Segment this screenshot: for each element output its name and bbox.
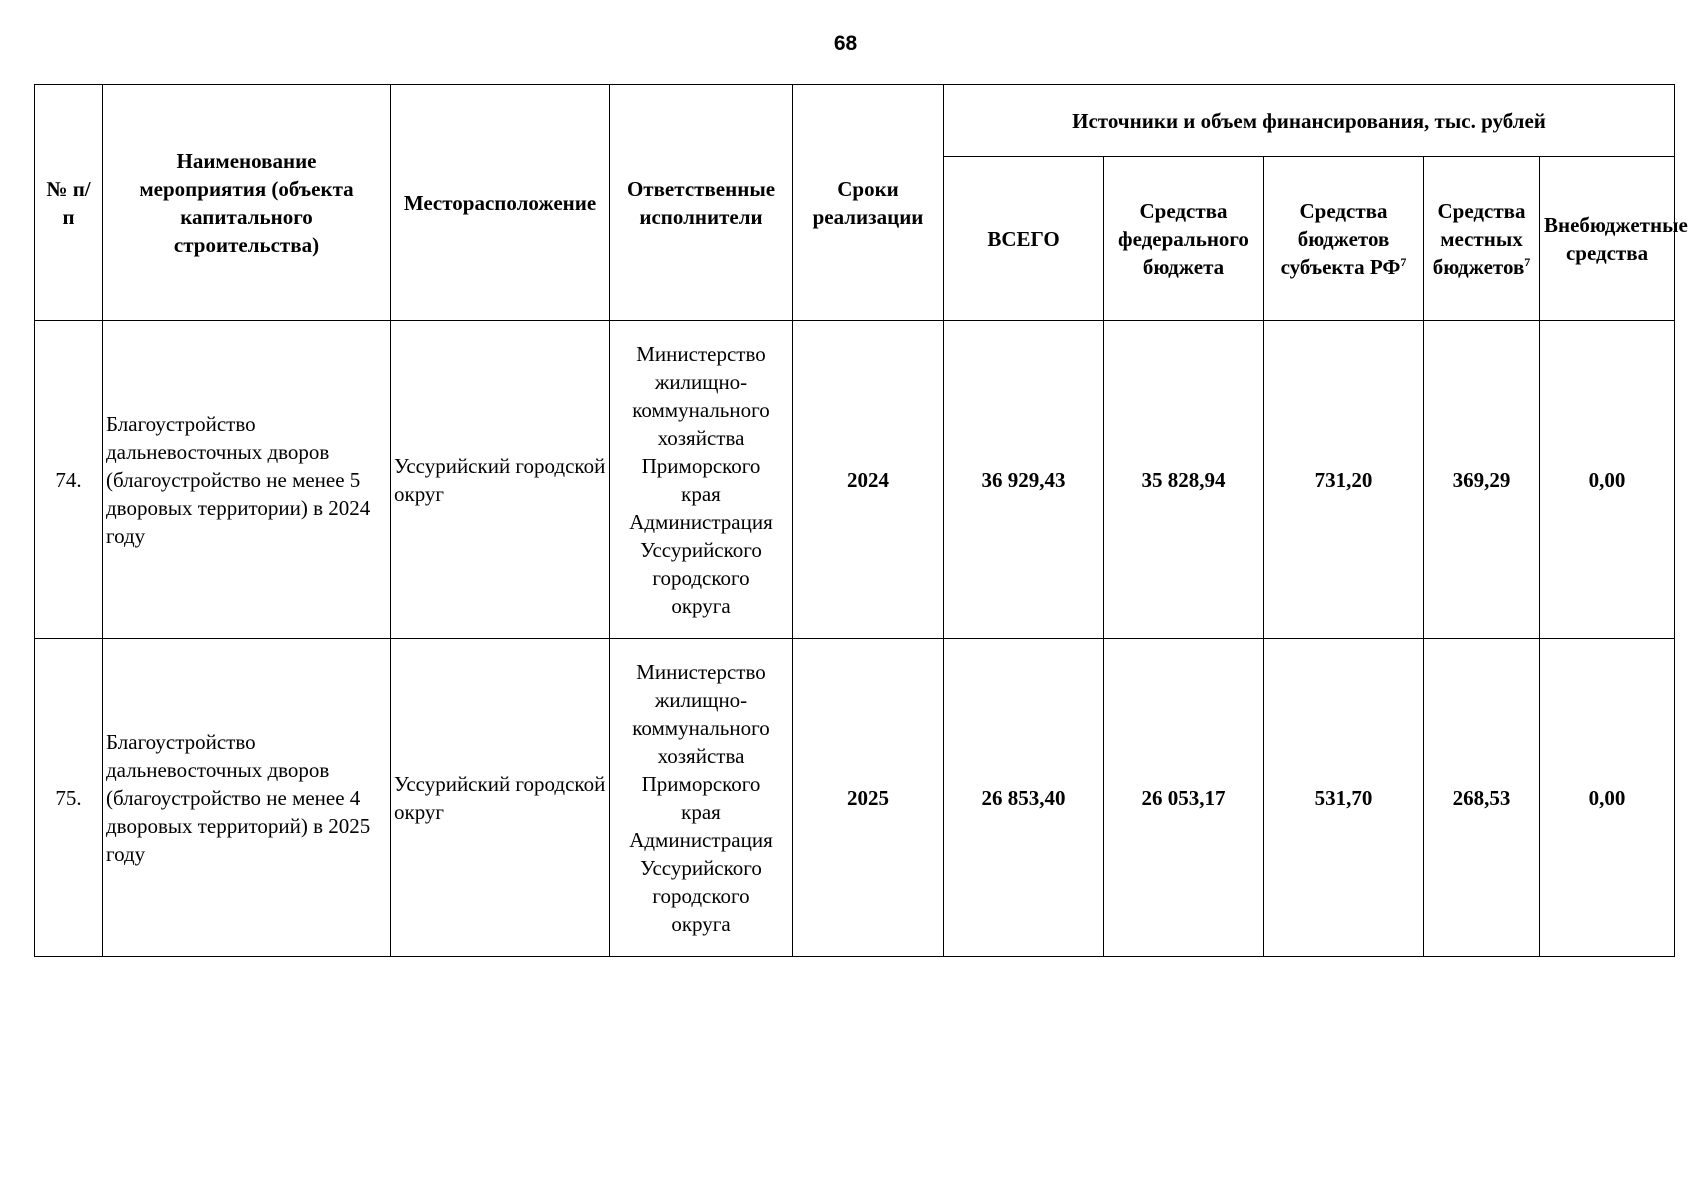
row-regional: 531,70 xyxy=(1264,639,1424,957)
header-regional-footnote: 7 xyxy=(1400,254,1407,269)
header-local-label: Средства местных бюджетов xyxy=(1432,198,1526,279)
row-regional: 731,20 xyxy=(1264,321,1424,639)
header-local xyxy=(1424,157,1540,321)
row-extra: 0,00 xyxy=(1540,321,1675,639)
header-total: ВСЕГО xyxy=(944,157,1104,321)
table-row xyxy=(35,639,1675,957)
row-extra: 0,00 xyxy=(1540,639,1675,957)
row-local: 268,53 xyxy=(1424,639,1540,957)
header-extra: Внебюджетные средства xyxy=(1540,157,1675,321)
row-federal: 35 828,94 xyxy=(1104,321,1264,639)
row-period: 2025 xyxy=(793,639,944,957)
row-name: Благоустройство дальневосточных дворов (благоустройство не менее 4 дворовых территорий) в 2025 году xyxy=(103,639,391,957)
row-total: 36 929,43 xyxy=(944,321,1104,639)
row-federal: 26 053,17 xyxy=(1104,639,1264,957)
funding-table xyxy=(34,84,1688,957)
header-period: Сроки реализации xyxy=(793,85,944,321)
row-num: 75. xyxy=(35,639,103,957)
header-responsible: Ответственные исполнители xyxy=(610,85,793,321)
row-name: Благоустройство дальневосточных дворов (благоустройство не менее 5 дворовых территории) в 2024 году xyxy=(103,321,391,639)
header-federal: Средства федерального бюджета xyxy=(1104,157,1264,321)
header-regional xyxy=(1264,157,1424,321)
header-funding-group: Источники и объем финансирования, тыс. рублей xyxy=(944,85,1675,157)
header-row-1 xyxy=(35,85,1675,157)
row-location: Уссурийский городской округ xyxy=(391,321,610,639)
page-number: 68 xyxy=(833,32,858,55)
row-total: 26 853,40 xyxy=(944,639,1104,957)
row-responsible: Министерство жилищно-коммунального хозяйства Приморского края Администрация Уссурийского городского округа xyxy=(610,639,793,957)
row-local: 369,29 xyxy=(1424,321,1540,639)
header-regional-label: Средства бюджетов субъекта РФ xyxy=(1280,198,1401,279)
header-local-footnote: 7 xyxy=(1524,254,1531,269)
row-num: 74. xyxy=(35,321,103,639)
header-num: № п/п xyxy=(35,85,103,321)
row-location: Уссурийский городской округ xyxy=(391,639,610,957)
row-period: 2024 xyxy=(793,321,944,639)
row-responsible: Министерство жилищно-коммунального хозяйства Приморского края Администрация Уссурийского городского округа xyxy=(610,321,793,639)
table-row xyxy=(35,321,1675,639)
header-name: Наименование мероприятия (объекта капитального строительства) xyxy=(103,85,391,321)
header-location: Месторасположение xyxy=(391,85,610,321)
